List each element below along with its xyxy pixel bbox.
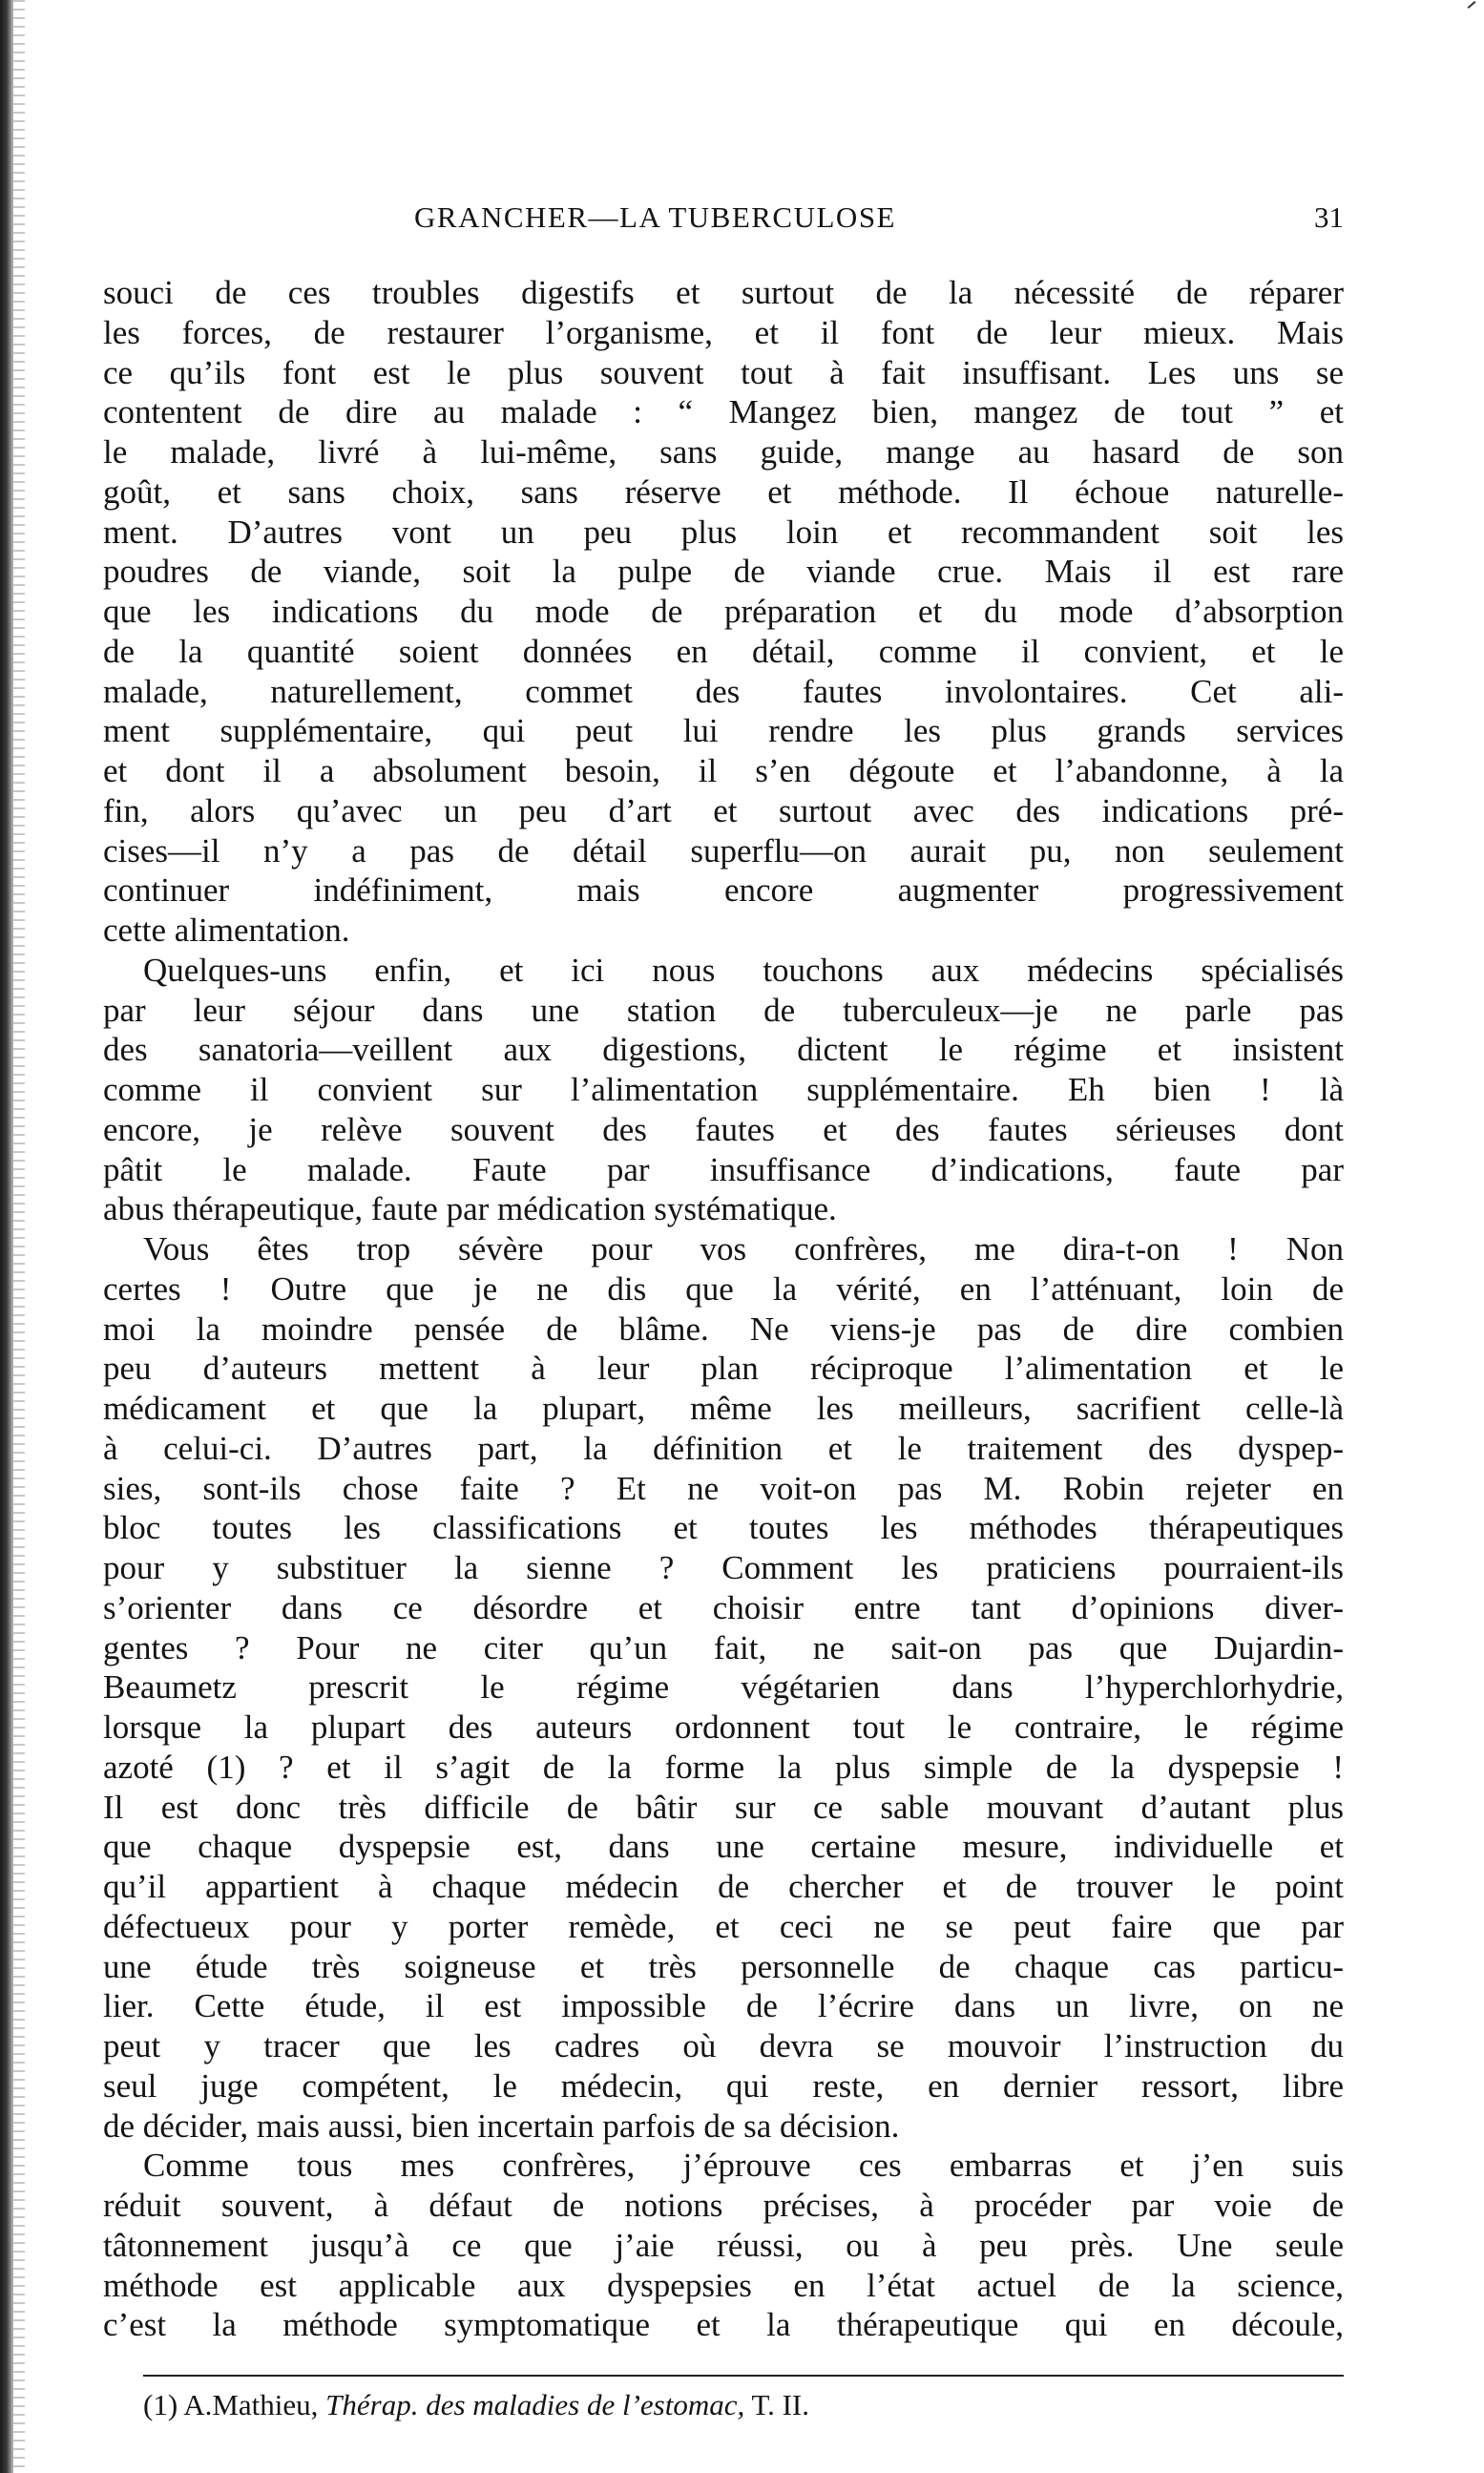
text-line: lorsque la plupart des auteurs ordonnent tout le contraire, le régime [103, 1708, 1344, 1746]
paragraph-start-line: Comme tous mes confrères, j’éprouve ces embarras et j’en suis [143, 2147, 1344, 2185]
paragraph-end-line: de décider, mais aussi, bien incertain parfois de sa décision. [103, 2106, 900, 2145]
text-line: Beaumetz prescrit le régime végétarien dans l’hyperchlorhydrie, [103, 1668, 1344, 1707]
text-line: seul juge compétent, le médecin, qui reste, en dernier ressort, libre [103, 2066, 1344, 2105]
text-line: certes ! Outre que je ne dis que la vérité, en l’atténuant, loin de [103, 1269, 1344, 1308]
text-line: fin, alors qu’avec un peu d’art et surtout avec des indications pré- [103, 791, 1344, 829]
text-line: c’est la méthode symptomatique et la thérapeutique qui en découle, [103, 2306, 1344, 2344]
paragraph-end-line: abus thérapeutique, faute par médication systématique. [103, 1190, 837, 1228]
text-line: gentes ? Pour ne citer qu’un fait, ne sait-on pas que Dujardin- [103, 1628, 1344, 1666]
text-line: de la quantité soient données en détail, comme il convient, et le [103, 632, 1344, 670]
text-line: à celui-ci. D’autres part, la définition et le traitement des dyspep- [103, 1429, 1344, 1467]
text-line: que chaque dyspepsie est, dans une certaine mesure, individuelle et [103, 1828, 1344, 1866]
page-binding-texture [13, 0, 25, 2473]
text-line: s’orienter dans ce désordre et choisir entre tant d’opinions diver- [103, 1588, 1344, 1626]
text-line: Il est donc très difficile de bâtir sur ce sable mouvant d’autant plus [103, 1788, 1344, 1826]
text-line: une étude très soigneuse et très personnelle de chaque cas particu- [103, 1947, 1344, 1985]
footnote-author: A.Mathieu, [183, 2388, 319, 2421]
running-head [103, 200, 1344, 244]
text-line: et dont il a absolument besoin, il s’en dégoute et l’abandonne, à la [103, 752, 1344, 789]
text-line: que les indications du mode de préparation et du mode d’absorption [103, 593, 1344, 630]
paragraph-end-line: cette alimentation. [103, 912, 350, 949]
text-line: cises—il n’y a pas de détail superflu—on aurait pu, non seulement [103, 831, 1344, 870]
text-line: peut y tracer que les cadres où devra se mouvoir l’instruction du [103, 2027, 1344, 2064]
text-line: réduit souvent, à défaut de notions précises, à procéder par voie de [103, 2187, 1344, 2224]
paragraph-start-line: Vous êtes trop sévère pour vos confrères, me dira-t-on ! Non [143, 1230, 1344, 1268]
text-line: par leur séjour dans une station de tuberculeux—je ne parle pas [103, 991, 1344, 1029]
text-line: pour y substituer la sienne ? Comment les praticiens pourraient-ils [103, 1549, 1344, 1586]
text-line: contentent de dire au malade : “ Mangez bien, mangez de tout ” et [103, 393, 1344, 431]
page-number: 31 [1314, 200, 1344, 234]
footnote-marker: (1) [143, 2388, 178, 2421]
text-line: les forces, de restaurer l’organisme, et il font de leur mieux. Mais [103, 313, 1344, 351]
text-line: poudres de viande, soit la pulpe de viande crue. Mais il est rare [103, 553, 1344, 591]
text-line: goût, et sans choix, sans réserve et méthode. Il échoue naturelle- [103, 472, 1344, 511]
text-line: médicament et que la plupart, même les meilleurs, sacrifient celle-là [103, 1390, 1344, 1427]
text-line: bloc toutes les classifications et toutes les méthodes thérapeutiques [103, 1509, 1344, 1547]
text-line: continuer indéfiniment, mais encore augmenter progressivement [103, 871, 1344, 910]
footnote-rule [143, 2375, 1344, 2377]
text-line: des sanatoria—veillent aux digestions, dictent le régime et insistent [103, 1031, 1344, 1069]
running-title: GRANCHER—LA TUBERCULOSE [414, 200, 896, 234]
text-line: souci de ces troubles digestifs et surtout de la nécessité de réparer [103, 274, 1344, 311]
text-line: défectueux pour y porter remède, et ceci ne se peut faire que par [103, 1907, 1344, 1945]
text-line: méthode est applicable aux dyspepsies en l’état actuel de la science, [103, 2266, 1344, 2304]
text-line: tâtonnement jusqu’à ce que j’aie réussi, ou à peu près. Une seule [103, 2226, 1344, 2264]
text-line: ment. D’autres vont un peu plus loin et recommandent soit les [103, 513, 1344, 551]
text-line: encore, je relève souvent des fautes et des fautes sérieuses dont [103, 1110, 1344, 1148]
text-line: azoté (1) ? et il s’agit de la forme la plus simple de la dyspepsie ! [103, 1748, 1344, 1786]
text-line: malade, naturellement, commet des fautes involontaires. Cet ali- [103, 672, 1344, 710]
text-line: qu’il appartient à chaque médecin de chercher et de trouver le point [103, 1868, 1344, 1905]
text-line: sies, sont-ils chose faite ? Et ne voit-on pas M. Robin rejeter en [103, 1469, 1344, 1507]
text-line: moi la moindre pensée de blâme. Ne viens-je pas de dire combien [103, 1310, 1344, 1348]
body-text [103, 273, 1344, 2345]
footnote [143, 2388, 809, 2422]
footnote-volume: T. II. [751, 2388, 810, 2421]
text-line: comme il convient sur l’alimentation supplémentaire. Eh bien ! là [103, 1071, 1344, 1108]
footnote-title: Thérap. des maladies de l’estomac, [325, 2388, 745, 2421]
text-line: pâtit le malade. Faute par insuffisance d’indications, faute par [103, 1150, 1344, 1188]
text-line: lier. Cette étude, il est impossible de l’écrire dans un livre, on ne [103, 1987, 1344, 2025]
text-line: le malade, livré à lui-même, sans guide, mange au hasard de son [103, 433, 1344, 471]
text-line: peu d’auteurs mettent à leur plan réciproque l’alimentation et le [103, 1350, 1344, 1388]
text-line: ment supplémentaire, qui peut lui rendre les plus grands services [103, 712, 1344, 750]
corner-mark [1468, 1, 1476, 9]
text-line: ce qu’ils font est le plus souvent tout à fait insuffisant. Les uns se [103, 353, 1344, 391]
page-binding-edge [0, 0, 13, 2473]
paragraph-start-line: Quelques-uns enfin, et ici nous touchons aux médecins spécialisés [143, 951, 1344, 989]
